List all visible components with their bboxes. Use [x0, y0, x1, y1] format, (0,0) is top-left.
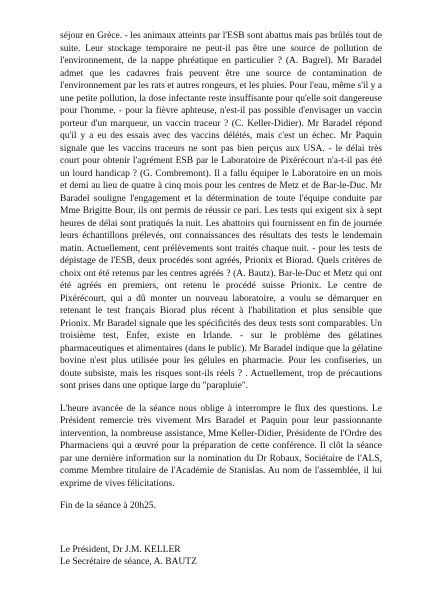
paragraph-spacer	[60, 490, 382, 500]
secretary-signature: Le Secrétaire de séance, A. BAUTZ	[60, 557, 197, 567]
discussion-paragraph: séjour en Grèce. - les animaux atteints par l'ESB sont abattus mais pas brûlés tout de suite. Leur stockage temporaire ne peut-il pas être une source de pollution de l'environnement, de la nappe phréatique en particulier ? (A. Bagrel). Mr Baradel admet que les cadavres frais peuvent être une source de contamination de l'environnement par les rats et autres rongeurs, et les pluies. Pour l'eau, même s'il y a une petite pollution, la dose infectante reste insuffisante pour qu'elle soit dangereuse pour l'homme. - pour la fièvre aphteuse, n'est-il pas possible d'envisager un vaccin porteur d'un marqueur, un vaccin traceur ? (C. Keller-Didier). Mr Baradel répond qu'il y a eu des essais avec des vaccins délétés, mais c'est un échec. Mr Paquin signale que les vaccins traceurs ne sont pas bien perçus aux USA. - le délai très court pour obtenir l'agrément ESB par le Laboratoire de Pixérécourt n'a-t-il pas été un lourd handicap ? (G. Combremont). Il a fallu équiper le Laboratoire en un mois et demi au lieu de quatre à cinq mois pour les centres de Metz et de Bar-le-Duc. Mr Baradel souligne l'engagement et la détermination de toute l'équipe conduite par Mme Brigitte Bour, ils ont permis de réussir ce pari. Les tests qui exigent six à sept heures de délai sont pratiqués la nuit. Les abattoirs qui fournissent en fin de journée leurs échantillons prélevés, ont connaissances des résultats des tests le lendemain matin. Actuellement, cent prélèvements sont traités chaque nuit. - pour les tests de dépistage de l'ESB, deux procédés sont agréés, Prionix et Biorad. Quels critères de choix ont été retenus par les centres agréés ? (A. Bautz). Bar-le-Duc et Metz qui ont été agréés en premiers, ont retenu le procédé suisse Prionix. Le centre de Pixérécourt, qui a dû monter un nouveau laboratoire, a voulu se démarquer en retenant le test français Biorad plus récent à l'habilitation et plus sensible que Prionix. Mr Baradel signale que les spécificités des deux tests sont comparables. Un troisième test, Enfer, existe en Irlande. - sur le problème des gélatines pharmaceutiques et alimentaires (dans le public). Mr Baradel indique que la gélatine bovine n'est plus utilisée pour les gélules en pharmacie. Pour les confiseries, un doute subsiste, mais les risques sont-ils réels ? . Actuellement, trop de précautions sont prises dans une optique large du "parapluie".	[60, 31, 382, 391]
president-signature: Le Président, Dr J.M. KELLER	[60, 544, 181, 555]
closing-remarks-paragraph: L'heure avancée de la séance nous oblige à interrompre le flux des questions. Le Président remercie très vivement Mrs Baradel et Paquin pour leur passionnante intervention, la nombreuse assistance, Mme Keller-Didier, Présidente de l'Ordre des Pharmaciens qui a œuvré pour la préparation de cette conférence. Il clôt la séance par une dernière information sur la nomination du Dr Robaux, Sociétaire de l'ALS, comme Membre titulaire de l'Académie de Stanislas. Au nom de l'assemblée, il lui exprime de vives félicitations.	[60, 403, 382, 489]
session-end-line: Fin de la séance à 20h25.	[60, 501, 157, 511]
signature-spacer	[60, 513, 382, 544]
paragraph-spacer	[60, 393, 382, 403]
document-page	[60, 30, 382, 569]
